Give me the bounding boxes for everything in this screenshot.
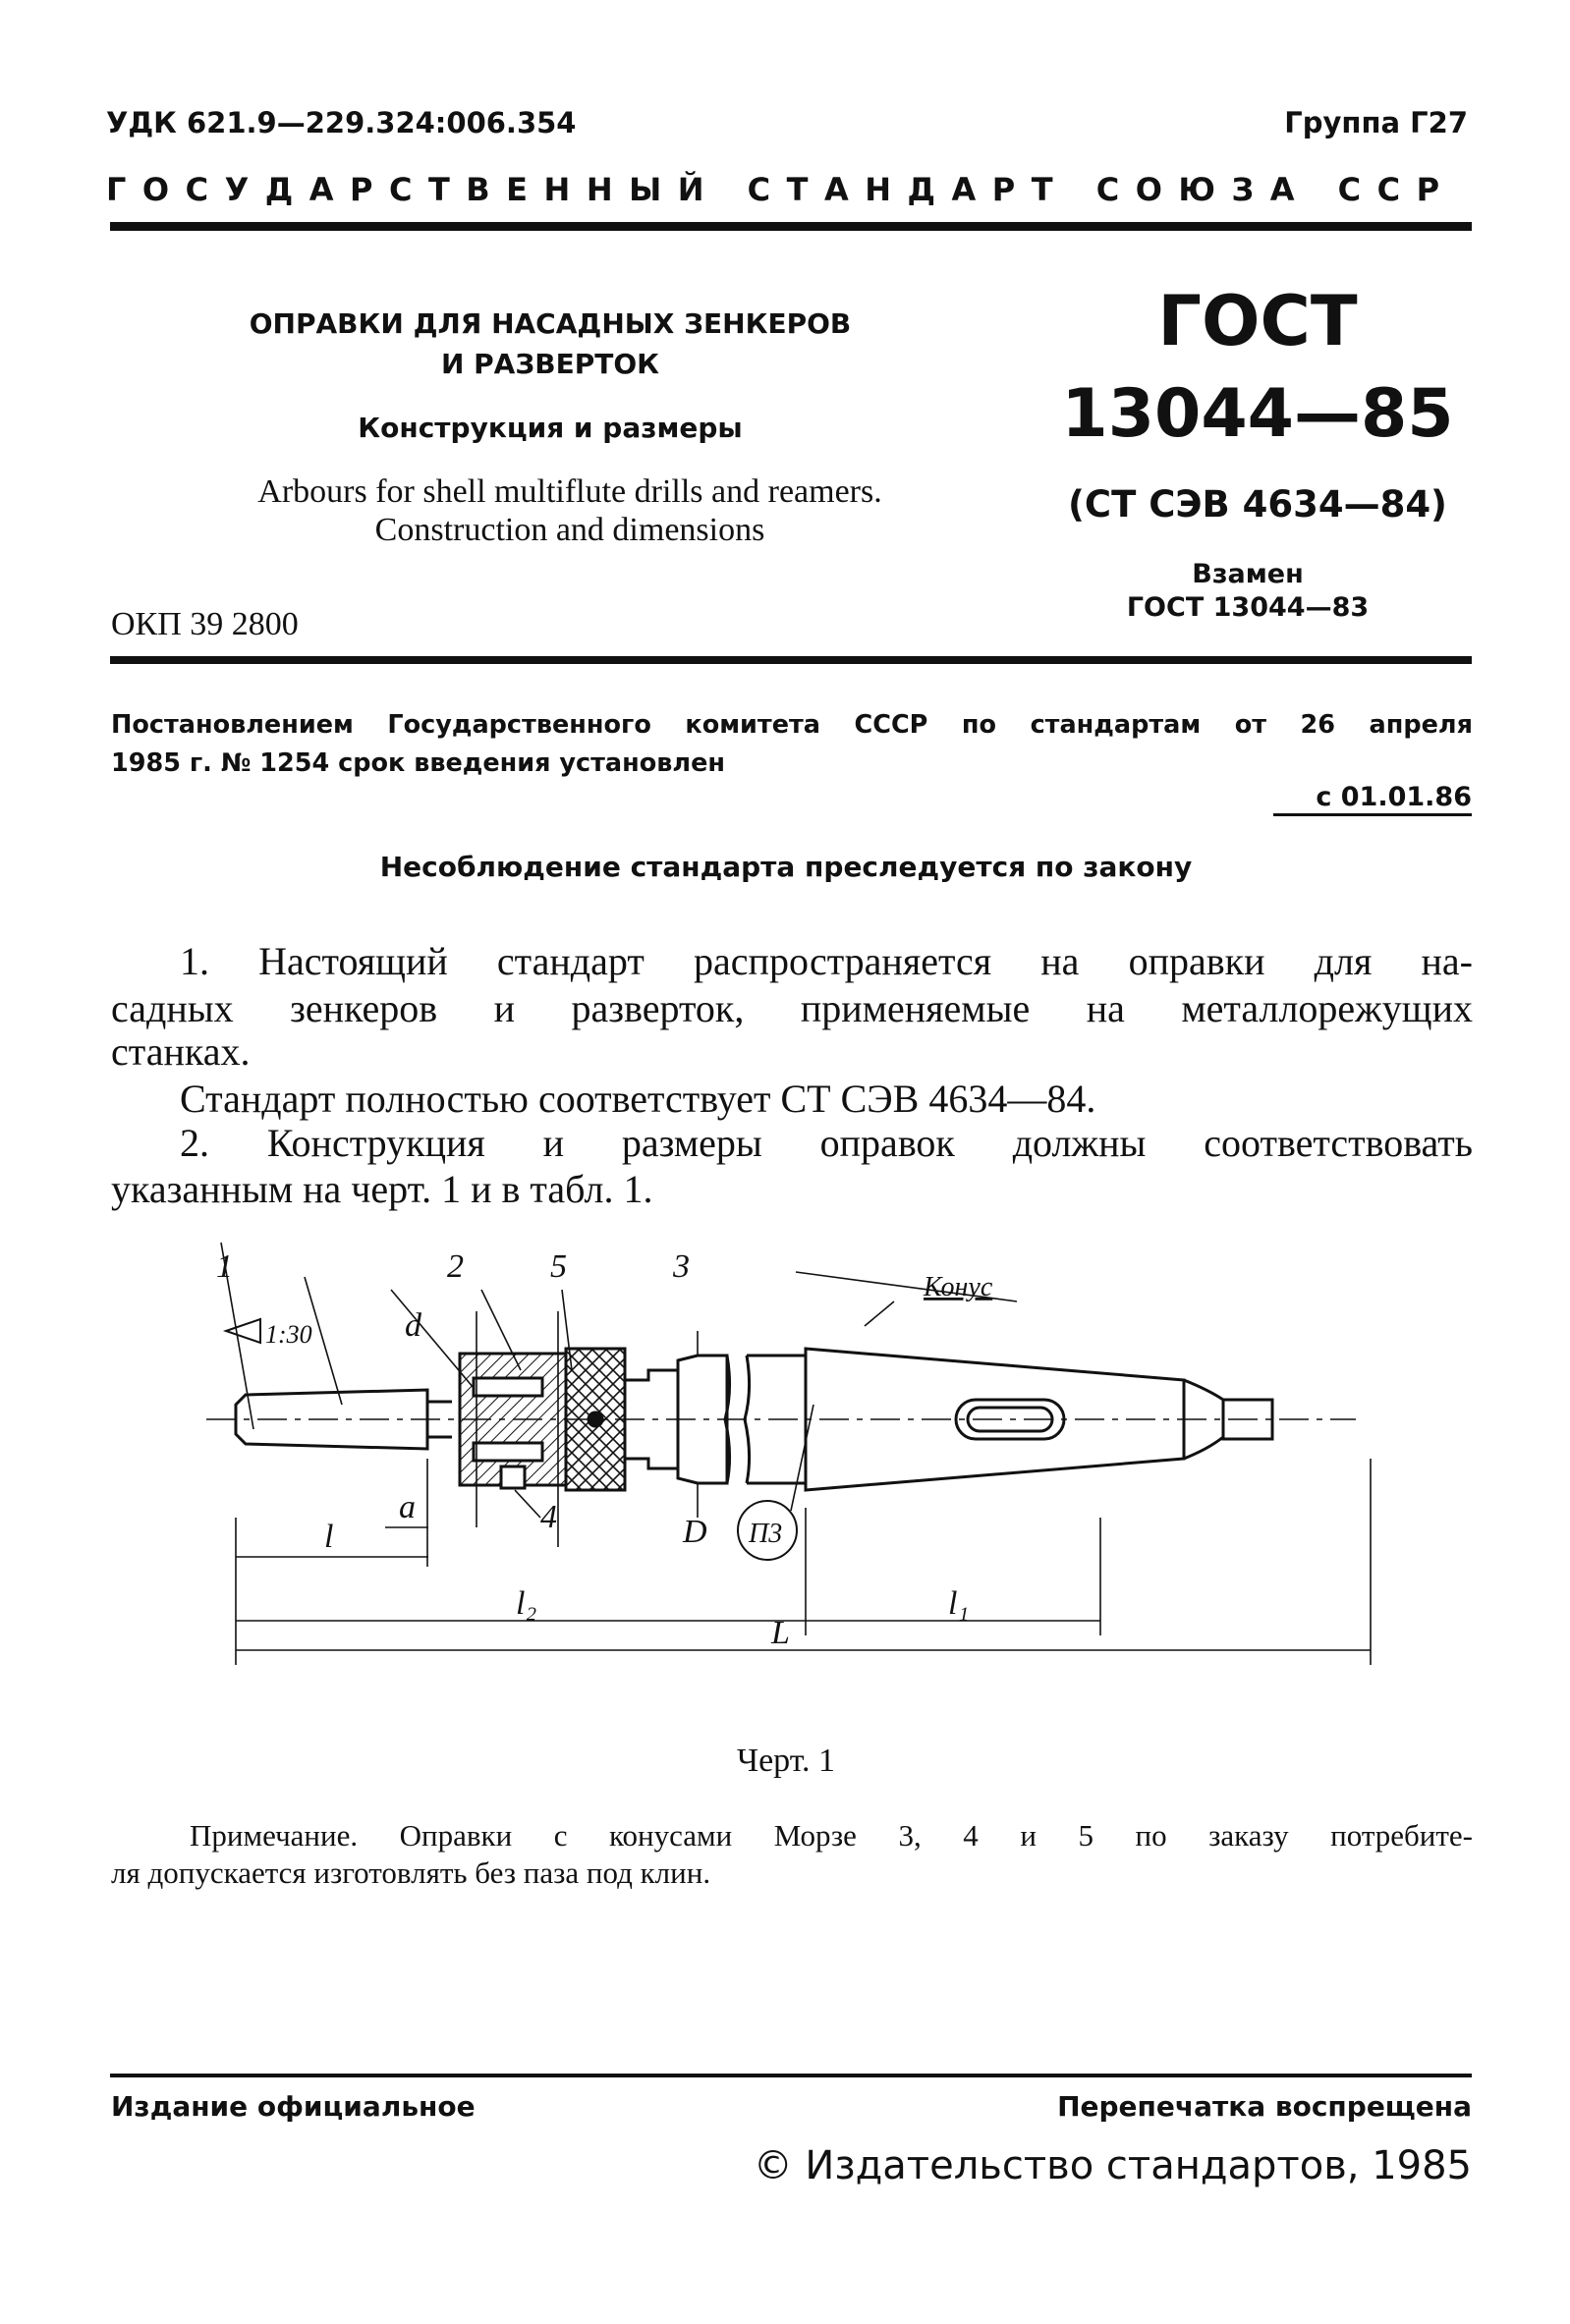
callout-5: 5 — [550, 1248, 567, 1285]
replaces-gost: ГОСТ 13044—83 — [1126, 592, 1370, 623]
figure-caption: Черт. 1 — [736, 1743, 836, 1779]
title-ru-line1: ОПРАВКИ ДЛЯ НАСАДНЫХ ЗЕНКЕРОВ — [249, 307, 852, 340]
replaces-label: Взамен — [1192, 559, 1304, 589]
cone-label: Конус — [924, 1272, 993, 1302]
title-rule — [110, 656, 1472, 664]
gost-label: ГОСТ — [1157, 281, 1358, 361]
para3-line2: указанным на черт. 1 и в табл. 1. — [111, 1167, 653, 1211]
header-rule — [110, 222, 1472, 231]
arbour-drawing — [187, 1233, 1395, 1704]
official-edition: Издание официальное — [111, 2090, 476, 2123]
dim-l1: l₁ — [948, 1585, 970, 1622]
sev-number: (СТ СЭВ 4634—84) — [1068, 483, 1447, 526]
dim-d: d — [405, 1307, 421, 1344]
callout-4: 4 — [540, 1499, 557, 1535]
publisher-copyright: © Издательство стандартов, 1985 — [753, 2143, 1472, 2188]
dim-a: a — [399, 1489, 416, 1525]
okp-code: ОКП 39 2800 — [111, 606, 299, 642]
taper-label: 1:30 — [265, 1320, 312, 1349]
para1-line1: 1. Настоящий стандарт распространяется на оправки для на- — [180, 939, 1473, 983]
note-line2: ля допускается изготовлять без паза под клин. — [111, 1855, 711, 1890]
dim-D: D — [683, 1514, 707, 1550]
dim-l: l — [324, 1519, 334, 1555]
title-en-line1: Arbours for shell multiflute drills and reamers. — [257, 473, 882, 510]
note-line1: Примечание. Оправки с конусами Морзе 3, 4 и 5 по заказу потребите- — [190, 1818, 1473, 1853]
date-underline — [1273, 813, 1472, 816]
callout-3: 3 — [673, 1248, 690, 1285]
reprint-prohibited: Перепечатка воспрещена — [1057, 2090, 1472, 2123]
para3-line1: 2. Конструкция и размеры оправок должны соответствовать — [180, 1121, 1473, 1165]
standard-banner: ГОСУДАРСТВЕННЫЙ СТАНДАРТ СОЮЗА ССР — [106, 171, 1456, 208]
title-ru-subtitle: Конструкция и размеры — [358, 412, 743, 444]
title-en-line2: Construction and dimensions — [374, 512, 765, 548]
footer-rule — [110, 2074, 1472, 2077]
callout-2: 2 — [447, 1248, 464, 1285]
callout-1: 1 — [216, 1248, 233, 1285]
decree-line1: Постановлением Государственного комитета СССР по стандартам от 26 апреля — [111, 710, 1473, 740]
law-warning: Несоблюдение стандарта преследуется по закону — [379, 851, 1193, 883]
decree-date: с 01.01.86 — [1316, 782, 1472, 812]
udk-code: УДК 621.9—229.324:006.354 — [106, 106, 577, 139]
title-ru-line2: И РАЗВЕРТОК — [440, 348, 660, 380]
dim-L: L — [771, 1615, 790, 1651]
para1-line3: станках. — [111, 1029, 251, 1074]
dim-l2: l₂ — [516, 1585, 537, 1622]
para1-line2: садных зенкеров и разверток, применяемые на металлорежущих — [111, 986, 1473, 1030]
gost-number: 13044—85 — [1061, 375, 1454, 453]
decree-line2: 1985 г. № 1254 срок введения установлен — [111, 748, 725, 778]
fit-label: П3 — [749, 1519, 783, 1549]
group-code: Группа Г27 — [1284, 106, 1468, 139]
para2: Стандарт полностью соответствует СТ СЭВ 4634—84. — [180, 1077, 1096, 1121]
